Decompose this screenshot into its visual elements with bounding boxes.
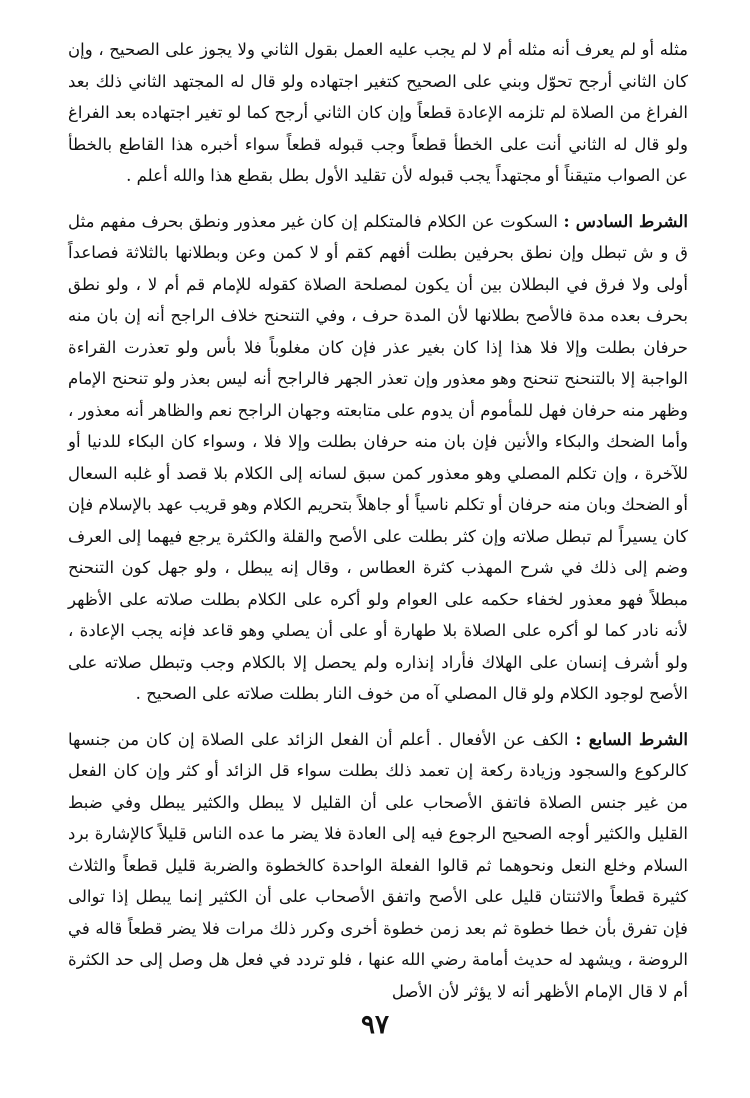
paragraph-2-heading: الشرط السادس :: [563, 210, 688, 231]
paragraph-3-heading: الشرط السابع :: [575, 728, 688, 749]
paragraph-1: [68, 34, 688, 192]
paragraph-2: [68, 206, 688, 710]
paragraph-3: [68, 724, 688, 1008]
paragraph-1-text: مثله أو لم يعرف أنه مثله أم لا لم يجب عليه العمل بقول الثاني ولا يجوز على الصحيح ، وإن كان الثاني أرجح تحوّل وبني على الصحيح كتغير اجتهاده ولو قال له المجتهد الثاني ذلك بعد الفراغ من الصلاة لم تلزمه الإعادة قطعاً وإن كان الثاني أرجح كما لو تغير اجتهاده بعد الفراغ ولو قال له الثاني أنت على الخطأ قطعاً وجب قبوله قطعاً سواء أخبره هذا القاطع بالخطأ عن الصواب متيقناً أو مجتهداً يجب قبوله لأن تقليد الأول بطل بقطع هذا والله أعلم .: [68, 40, 688, 185]
page-number: ٩٧: [361, 1010, 389, 1040]
paragraph-3-text: الكف عن الأفعال . أعلم أن الفعل الزائد على الصلاة إن كان من جنسها كالركوع والسجود وزيادة ركعة إن تعمد ذلك بطلت سواء قل الزائد أو كثر وإن كان الفعل من غير جنس الصلاة فاتفق الأصحاب على أن القليل لا يبطل والكثير يبطل وفي ضبط القليل والكثير أوجه الصحيح الرجوع فيه إلى العادة فلا يضر ما عده الناس قليلاً كالإشارة برد السلام وخلع النعل ونحوهما ثم قالوا الفعلة الواحدة كالخطوة والضربة قليل قطعاً والثلاث كثيرة قطعاً والاثنتان قليل على الأصح واتفق الأصحاب على أن الكثير إنما يبطل إذا توالى فإن تفرق بأن خطا خطوة ثم بعد زمن خطوة أخرى وكرر ذلك مرات فلا يضر قطعاً قاله في الروضة ، ويشهد له حديث أمامة رضي الله عنها ، فلو تردد في فعل هل وصل إلى حد الكثرة أم لا قال الإمام الأظهر أنه لا يؤثر لأن الأصل: [68, 729, 688, 1001]
paragraph-2-text: السكوت عن الكلام فالمتكلم إن كان غير معذور ونطق بحرف مفهم مثل ق و ش تبطل وإن نطق بحرفين بطلت أفهم كقم أو لا كمن وعن وبطلانها بالثلاثة فصاعداً أولى ولا فرق في البطلان بين أن يكون لمصلحة الصلاة كقوله للإمام قم أم لا ، ولو نطق بحرف بعده مدة فالأصح بطلانها لأن المدة حرف ، وفي التنحنح خلاف الراجح أنه إن بان منه حرفان بطلت وإلا فلا هذا إذا كان بغير عذر فإن كان مغلوباً فلا بأس ولو تعذرت القراءة الواجبة إلا بالتنحنح تنحنح وهو معذور وإن تعذر الجهر فالراجح أنه ليس بعذر ولو تنحنح الإمام وظهر منه حرفان فهل للمأموم أن يدوم على متابعته وجهان الراجح نعم والظاهر أنه معذور ، وأما الضحك والبكاء والأنين فإن بان منه حرفان بطلت وإلا فلا ، وسواء كان البكاء للدنيا أو للآخرة ، وإن تكلم المصلي وهو معذور كمن سبق لسانه إلى الكلام بلا قصد أو غلبه السعال أو الضحك وبان منه حرفان أو تكلم ناسياً أو جاهلاً بتحريم الكلام وهو قريب عهد بالإسلام فإن كان يسيراً لم تبطل صلاته وإن كثر بطلت على الأصح والقلة والكثرة يرجع فيهما إلى العرف وضم إلى ذلك في شرح المهذب كثرة العطاس ، وقال إنه يبطل ، ولو جهل كون التنحنح مبطلاً فهو معذور لخفاء حكمه على العوام ولو أكره على الكلام بطلت صلاته على الأظهر لأنه نادر كما لو أكره على الصلاة بلا طهارة أو على أن يصلي وهو قاعد فإنه يجب الإعادة ، ولو أشرف إنسان على الهلاك فأراد إنذاره ولم يحصل إلا بالكلام وجب وتبطل صلاته على الأصح لوجود الكلام ولو قال المصلي آه من خوف النار بطلت صلاته على الصحيح .: [68, 211, 688, 703]
page-body: [68, 34, 688, 1007]
